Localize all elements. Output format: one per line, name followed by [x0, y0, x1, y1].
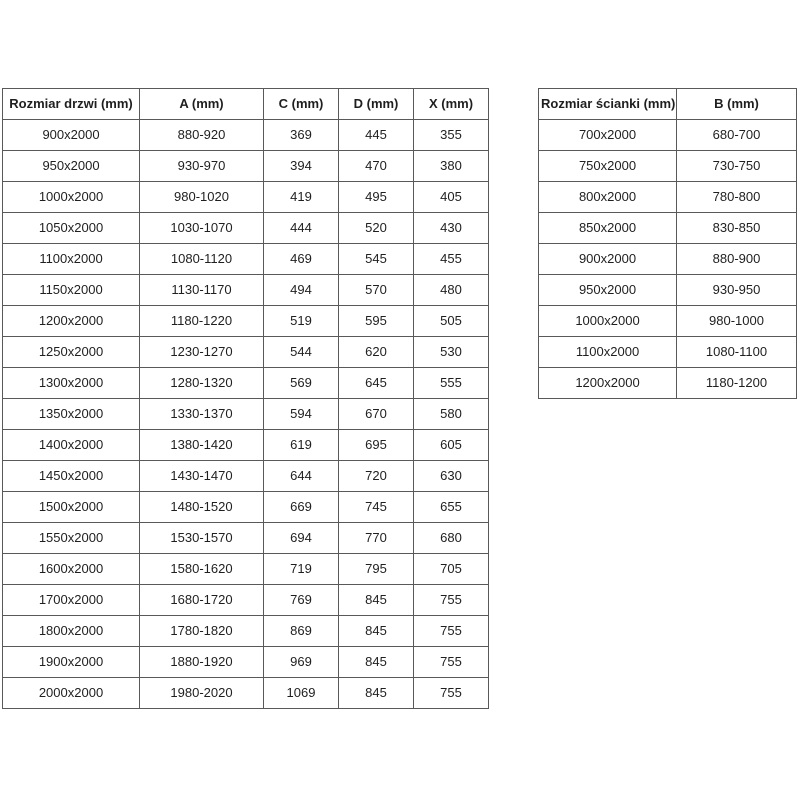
table-row	[3, 182, 489, 213]
wall-table-header-row	[539, 89, 797, 120]
table-row	[539, 368, 797, 399]
cell: 470	[339, 151, 414, 182]
table-row	[3, 492, 489, 523]
cell: 1450x2000	[3, 461, 140, 492]
cell: 1180-1200	[677, 368, 797, 399]
cell: 750x2000	[539, 151, 677, 182]
cell: 720	[339, 461, 414, 492]
cell: 1700x2000	[3, 585, 140, 616]
cell: 1900x2000	[3, 647, 140, 678]
cell: 1400x2000	[3, 430, 140, 461]
cell: 1330-1370	[140, 399, 264, 430]
table-row	[3, 399, 489, 430]
cell: 1230-1270	[140, 337, 264, 368]
cell: 900x2000	[3, 120, 140, 151]
cell: 880-920	[140, 120, 264, 151]
cell: 680	[414, 523, 489, 554]
cell: 845	[339, 585, 414, 616]
cell: 505	[414, 306, 489, 337]
cell: 845	[339, 647, 414, 678]
column-header: C (mm)	[264, 89, 339, 120]
cell: 830-850	[677, 213, 797, 244]
cell: 900x2000	[539, 244, 677, 275]
cell: 594	[264, 399, 339, 430]
cell: 845	[339, 616, 414, 647]
door-sizes-table	[2, 88, 489, 709]
cell: 1100x2000	[3, 244, 140, 275]
door-table-header-row	[3, 89, 489, 120]
cell: 1600x2000	[3, 554, 140, 585]
table-row	[539, 244, 797, 275]
cell: 1200x2000	[3, 306, 140, 337]
cell: 2000x2000	[3, 678, 140, 709]
cell: 555	[414, 368, 489, 399]
cell: 630	[414, 461, 489, 492]
cell: 1069	[264, 678, 339, 709]
cell: 1480-1520	[140, 492, 264, 523]
cell: 670	[339, 399, 414, 430]
cell: 850x2000	[539, 213, 677, 244]
table-row	[539, 306, 797, 337]
table-row	[3, 585, 489, 616]
table-row	[3, 647, 489, 678]
table-row	[3, 461, 489, 492]
cell: 1380-1420	[140, 430, 264, 461]
table-row	[3, 337, 489, 368]
cell: 1150x2000	[3, 275, 140, 306]
cell: 595	[339, 306, 414, 337]
cell: 745	[339, 492, 414, 523]
cell: 755	[414, 585, 489, 616]
cell: 569	[264, 368, 339, 399]
cell: 880-900	[677, 244, 797, 275]
cell: 419	[264, 182, 339, 213]
cell: 980-1000	[677, 306, 797, 337]
cell: 755	[414, 616, 489, 647]
cell: 845	[339, 678, 414, 709]
cell: 800x2000	[539, 182, 677, 213]
cell: 394	[264, 151, 339, 182]
cell: 700x2000	[539, 120, 677, 151]
cell: 605	[414, 430, 489, 461]
cell: 1000x2000	[3, 182, 140, 213]
table-row	[3, 678, 489, 709]
cell: 869	[264, 616, 339, 647]
cell: 1050x2000	[3, 213, 140, 244]
table-row	[3, 554, 489, 585]
cell: 1130-1170	[140, 275, 264, 306]
cell: 570	[339, 275, 414, 306]
cell: 730-750	[677, 151, 797, 182]
cell: 530	[414, 337, 489, 368]
cell: 455	[414, 244, 489, 275]
table-row	[3, 244, 489, 275]
cell: 1080-1120	[140, 244, 264, 275]
cell: 930-970	[140, 151, 264, 182]
cell: 644	[264, 461, 339, 492]
cell: 1080-1100	[677, 337, 797, 368]
column-header: Rozmiar ścianki (mm)	[539, 89, 677, 120]
cell: 1680-1720	[140, 585, 264, 616]
cell: 1550x2000	[3, 523, 140, 554]
table-row	[3, 616, 489, 647]
cell: 495	[339, 182, 414, 213]
cell: 445	[339, 120, 414, 151]
cell: 620	[339, 337, 414, 368]
table-row	[3, 430, 489, 461]
cell: 705	[414, 554, 489, 585]
table-row	[539, 213, 797, 244]
cell: 1500x2000	[3, 492, 140, 523]
cell: 1530-1570	[140, 523, 264, 554]
cell: 1000x2000	[539, 306, 677, 337]
table-row	[539, 182, 797, 213]
cell: 519	[264, 306, 339, 337]
cell: 619	[264, 430, 339, 461]
cell: 494	[264, 275, 339, 306]
cell: 795	[339, 554, 414, 585]
table-row	[3, 523, 489, 554]
cell: 719	[264, 554, 339, 585]
table-row	[539, 120, 797, 151]
cell: 1280-1320	[140, 368, 264, 399]
cell: 355	[414, 120, 489, 151]
cell: 469	[264, 244, 339, 275]
table-row	[539, 151, 797, 182]
cell: 1780-1820	[140, 616, 264, 647]
column-header: X (mm)	[414, 89, 489, 120]
cell: 544	[264, 337, 339, 368]
cell: 430	[414, 213, 489, 244]
cell: 930-950	[677, 275, 797, 306]
cell: 1200x2000	[539, 368, 677, 399]
cell: 1880-1920	[140, 647, 264, 678]
cell: 444	[264, 213, 339, 244]
cell: 1980-2020	[140, 678, 264, 709]
column-header: D (mm)	[339, 89, 414, 120]
table-row	[3, 120, 489, 151]
table-row	[3, 275, 489, 306]
cell: 645	[339, 368, 414, 399]
wall-sizes-table	[538, 88, 797, 399]
cell: 655	[414, 492, 489, 523]
cell: 1800x2000	[3, 616, 140, 647]
column-header: Rozmiar drzwi (mm)	[3, 89, 140, 120]
cell: 969	[264, 647, 339, 678]
cell: 695	[339, 430, 414, 461]
cell: 950x2000	[3, 151, 140, 182]
table-row	[3, 368, 489, 399]
cell: 680-700	[677, 120, 797, 151]
table-row	[3, 306, 489, 337]
table-row	[539, 275, 797, 306]
table-row	[3, 151, 489, 182]
cell: 369	[264, 120, 339, 151]
cell: 755	[414, 678, 489, 709]
cell: 770	[339, 523, 414, 554]
cell: 694	[264, 523, 339, 554]
cell: 669	[264, 492, 339, 523]
cell: 950x2000	[539, 275, 677, 306]
column-header: B (mm)	[677, 89, 797, 120]
cell: 1030-1070	[140, 213, 264, 244]
cell: 1300x2000	[3, 368, 140, 399]
column-header: A (mm)	[140, 89, 264, 120]
cell: 580	[414, 399, 489, 430]
cell: 980-1020	[140, 182, 264, 213]
table-row	[3, 213, 489, 244]
cell: 1250x2000	[3, 337, 140, 368]
cell: 520	[339, 213, 414, 244]
cell: 780-800	[677, 182, 797, 213]
table-row	[539, 337, 797, 368]
cell: 755	[414, 647, 489, 678]
cell: 1350x2000	[3, 399, 140, 430]
cell: 769	[264, 585, 339, 616]
cell: 1580-1620	[140, 554, 264, 585]
cell: 545	[339, 244, 414, 275]
cell: 1180-1220	[140, 306, 264, 337]
cell: 405	[414, 182, 489, 213]
cell: 480	[414, 275, 489, 306]
cell: 380	[414, 151, 489, 182]
cell: 1100x2000	[539, 337, 677, 368]
cell: 1430-1470	[140, 461, 264, 492]
